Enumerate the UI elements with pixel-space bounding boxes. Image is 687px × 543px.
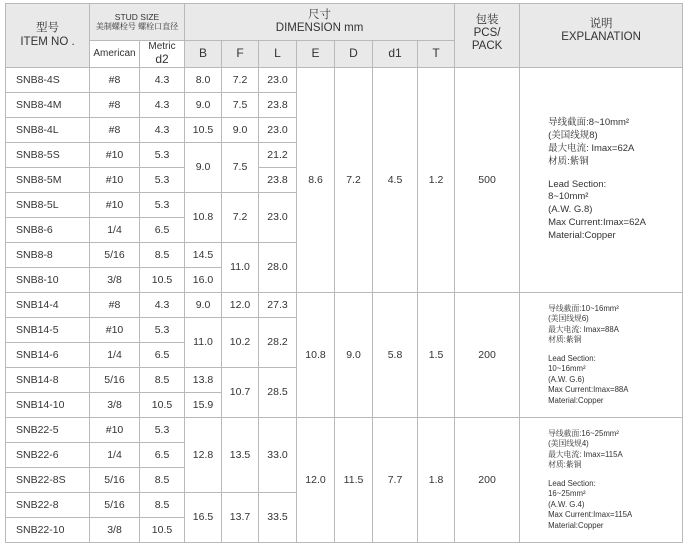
l-cell: 33.5 xyxy=(259,493,297,543)
metric-cell: 4.3 xyxy=(140,118,185,143)
american-cell: #10 xyxy=(90,143,140,168)
american-cell: 5/16 xyxy=(90,368,140,393)
d1-cell: 7.7 xyxy=(373,418,418,543)
american-cell: #10 xyxy=(90,193,140,218)
e-cell: 12.0 xyxy=(297,418,335,543)
f-cell: 13.5 xyxy=(222,418,259,493)
l-cell: 21.2 xyxy=(259,143,297,168)
metric-cell: 10.5 xyxy=(140,518,185,543)
header-american: American xyxy=(90,41,140,68)
american-cell: 3/8 xyxy=(90,518,140,543)
item-no-cell: SNB8-10 xyxy=(6,268,90,293)
f-cell: 10.2 xyxy=(222,318,259,368)
metric-cell: 5.3 xyxy=(140,193,185,218)
metric-cell: 4.3 xyxy=(140,93,185,118)
b-cell: 8.0 xyxy=(185,68,222,93)
d1-cell: 4.5 xyxy=(373,68,418,293)
f-cell: 12.0 xyxy=(222,293,259,318)
b-cell: 9.0 xyxy=(185,93,222,118)
b-cell: 9.0 xyxy=(185,143,222,193)
l-cell: 23.0 xyxy=(259,118,297,143)
header-stud-size: STUD SIZE 美制螺栓号 螺栓口直径 xyxy=(90,4,185,41)
item-no-cell: SNB8-8 xyxy=(6,243,90,268)
american-cell: #10 xyxy=(90,318,140,343)
header-e: E xyxy=(297,41,335,68)
american-cell: #8 xyxy=(90,118,140,143)
item-no-cell: SNB22-8 xyxy=(6,493,90,518)
item-no-cell: SNB14-4 xyxy=(6,293,90,318)
metric-cell: 5.3 xyxy=(140,168,185,193)
l-cell: 27.3 xyxy=(259,293,297,318)
l-cell: 23.0 xyxy=(259,193,297,243)
l-cell: 28.2 xyxy=(259,318,297,368)
american-cell: #10 xyxy=(90,418,140,443)
item-no-cell: SNB8-5M xyxy=(6,168,90,193)
l-cell: 28.0 xyxy=(259,243,297,293)
header-b: B xyxy=(185,41,222,68)
b-cell: 10.8 xyxy=(185,193,222,243)
pack-cell: 200 xyxy=(455,418,520,543)
pack-cell: 500 xyxy=(455,68,520,293)
american-cell: #8 xyxy=(90,293,140,318)
american-cell: 5/16 xyxy=(90,493,140,518)
pack-cell: 200 xyxy=(455,293,520,418)
l-cell: 23.0 xyxy=(259,68,297,93)
f-cell: 7.5 xyxy=(222,93,259,118)
item-no-cell: SNB22-5 xyxy=(6,418,90,443)
b-cell: 9.0 xyxy=(185,293,222,318)
t-cell: 1.5 xyxy=(418,293,455,418)
item-no-cell: SNB14-8 xyxy=(6,368,90,393)
metric-cell: 8.5 xyxy=(140,243,185,268)
f-cell: 7.2 xyxy=(222,68,259,93)
american-cell: 1/4 xyxy=(90,343,140,368)
t-cell: 1.2 xyxy=(418,68,455,293)
american-cell: #8 xyxy=(90,93,140,118)
d-cell: 9.0 xyxy=(335,293,373,418)
f-cell: 10.7 xyxy=(222,368,259,418)
metric-cell: 6.5 xyxy=(140,343,185,368)
explanation-cell: 导线截面:10~16mm² (美国线规6) 最大电流: Imax=88A 材质:紫铜 Lead Section: 10~16mm² (A.W. G.6) Max Current:Imax=88A Material:Copper xyxy=(520,293,683,418)
table-row xyxy=(6,68,683,93)
american-cell: 5/16 xyxy=(90,468,140,493)
spec-table xyxy=(5,3,683,543)
e-cell: 8.6 xyxy=(297,68,335,293)
header-metric: Metric d2 xyxy=(140,41,185,68)
metric-cell: 4.3 xyxy=(140,293,185,318)
b-cell: 10.5 xyxy=(185,118,222,143)
table-row xyxy=(6,418,683,443)
b-cell: 14.5 xyxy=(185,243,222,268)
header-l: L xyxy=(259,41,297,68)
header-d: D xyxy=(335,41,373,68)
american-cell: 1/4 xyxy=(90,218,140,243)
metric-cell: 4.3 xyxy=(140,68,185,93)
metric-cell: 8.5 xyxy=(140,493,185,518)
header-f: F xyxy=(222,41,259,68)
item-no-cell: SNB22-6 xyxy=(6,443,90,468)
explanation-cell: 导线截面:16~25mm² (美国线规4) 最大电流: Imax=115A 材质:紫铜 Lead Section: 16~25mm² (A.W. G.4) Max Current:Imax=115A Material:Copper xyxy=(520,418,683,543)
item-no-cell: SNB8-4M xyxy=(6,93,90,118)
american-cell: 5/16 xyxy=(90,243,140,268)
item-no-cell: SNB8-5S xyxy=(6,143,90,168)
l-cell: 28.5 xyxy=(259,368,297,418)
american-cell: 1/4 xyxy=(90,443,140,468)
american-cell: 3/8 xyxy=(90,268,140,293)
item-no-cell: SNB8-4L xyxy=(6,118,90,143)
item-no-cell: SNB8-4S xyxy=(6,68,90,93)
e-cell: 10.8 xyxy=(297,293,335,418)
header-explanation: 说明 EXPLANATION xyxy=(520,4,683,68)
d-cell: 7.2 xyxy=(335,68,373,293)
explanation-cell: 导线截面:8~10mm² (美国线规8) 最大电流: Imax=62A 材质:紫铜 Lead Section: 8~10mm² (A.W. G.8) Max Current:Imax=62A Material:Copper xyxy=(520,68,683,293)
d1-cell: 5.8 xyxy=(373,293,418,418)
f-cell: 9.0 xyxy=(222,118,259,143)
d-cell: 11.5 xyxy=(335,418,373,543)
b-cell: 15.9 xyxy=(185,393,222,418)
metric-cell: 5.3 xyxy=(140,318,185,343)
b-cell: 16.0 xyxy=(185,268,222,293)
item-no-cell: SNB14-6 xyxy=(6,343,90,368)
american-cell: #8 xyxy=(90,68,140,93)
metric-cell: 5.3 xyxy=(140,143,185,168)
header-t: T xyxy=(418,41,455,68)
item-no-cell: SNB14-5 xyxy=(6,318,90,343)
item-no-cell: SNB14-10 xyxy=(6,393,90,418)
f-cell: 11.0 xyxy=(222,243,259,293)
american-cell: 3/8 xyxy=(90,393,140,418)
table-row xyxy=(6,293,683,318)
american-cell: #10 xyxy=(90,168,140,193)
header-item-no: 型号 ITEM NO . xyxy=(6,4,90,68)
b-cell: 16.5 xyxy=(185,493,222,543)
item-no-cell: SNB22-8S xyxy=(6,468,90,493)
b-cell: 11.0 xyxy=(185,318,222,368)
item-no-cell: SNB22-10 xyxy=(6,518,90,543)
header-dimension: 尺寸 DIMENSION mm xyxy=(185,4,455,41)
metric-cell: 10.5 xyxy=(140,268,185,293)
t-cell: 1.8 xyxy=(418,418,455,543)
metric-cell: 6.5 xyxy=(140,218,185,243)
metric-cell: 8.5 xyxy=(140,368,185,393)
metric-cell: 10.5 xyxy=(140,393,185,418)
item-no-cell: SNB8-5L xyxy=(6,193,90,218)
b-cell: 13.8 xyxy=(185,368,222,393)
item-no-cell: SNB8-6 xyxy=(6,218,90,243)
header-d1: d1 xyxy=(373,41,418,68)
f-cell: 7.5 xyxy=(222,143,259,193)
f-cell: 13.7 xyxy=(222,493,259,543)
b-cell: 12.8 xyxy=(185,418,222,493)
metric-cell: 8.5 xyxy=(140,468,185,493)
l-cell: 23.8 xyxy=(259,93,297,118)
l-cell: 33.0 xyxy=(259,418,297,493)
header-pack: 包装 PCS/ PACK xyxy=(455,4,520,68)
f-cell: 7.2 xyxy=(222,193,259,243)
l-cell: 23.8 xyxy=(259,168,297,193)
metric-cell: 6.5 xyxy=(140,443,185,468)
metric-cell: 5.3 xyxy=(140,418,185,443)
